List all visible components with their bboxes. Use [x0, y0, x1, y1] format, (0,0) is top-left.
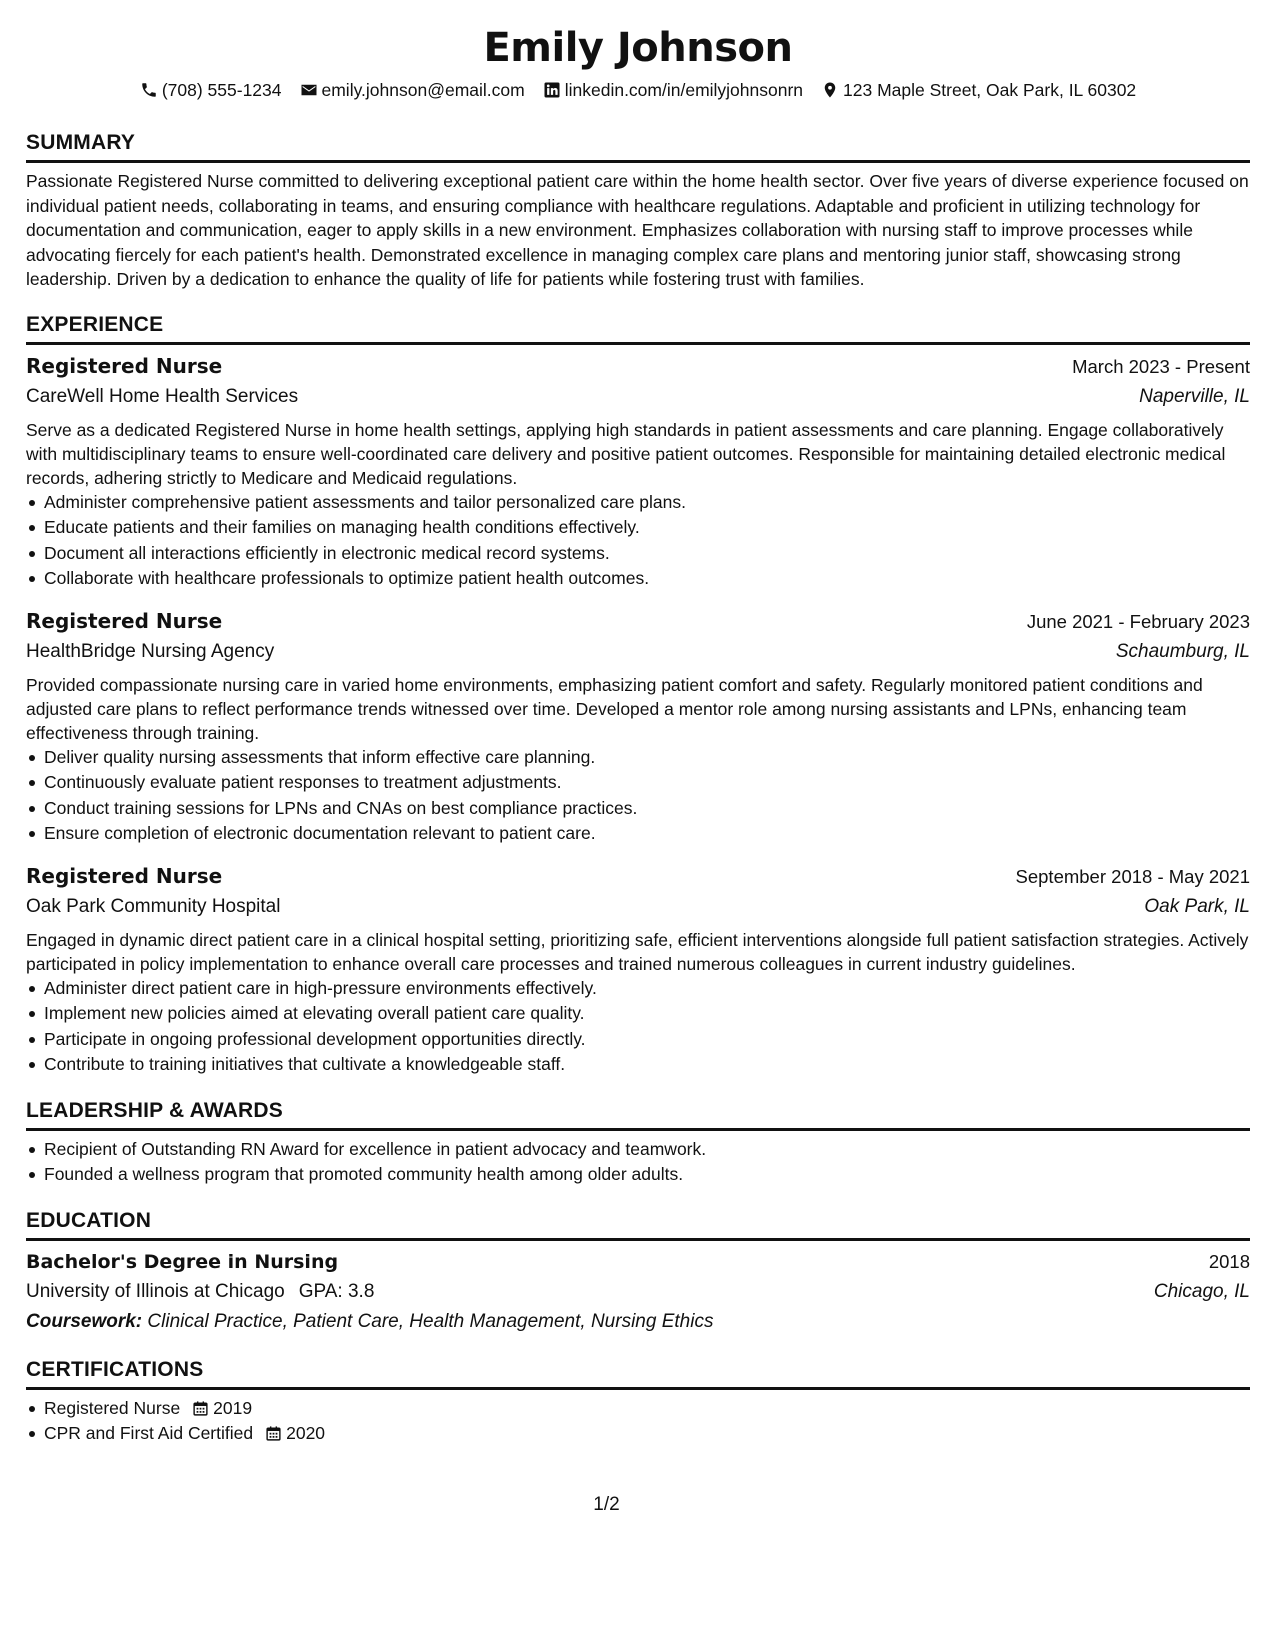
gpa: GPA: 3.8 — [298, 1280, 375, 1302]
job-location: Schaumburg, IL — [1115, 640, 1250, 662]
list-item: Founded a wellness program that promoted community health among older adults. — [26, 1162, 1250, 1188]
list-item: Educate patients and their families on managing health conditions effectively. — [26, 515, 1250, 541]
school-line — [26, 1277, 374, 1307]
list-item: Continuously evaluate patient responses to treatment adjustments. — [26, 770, 1250, 796]
resume-page — [26, 22, 1250, 1447]
experience-item — [26, 606, 1250, 847]
job-title: Registered Nurse — [26, 608, 223, 633]
linkedin-text: linkedin.com/in/emilyjohnsonrn — [564, 80, 804, 100]
job-title: Registered Nurse — [26, 863, 223, 888]
experience-section — [26, 312, 1250, 1078]
section-title-certifications: CERTIFICATIONS — [26, 1357, 1250, 1390]
contact-info — [26, 78, 1250, 102]
job-description: Provided compassionate nursing care in varied home environments, emphasizing patient comfort and safety. Regularly monitored patient conditions and adjusted care plans to reflect performance trends witnessed over time. Developed a mentor role among nursing assistants and LPNs, enhancing team effectiveness through training. — [26, 674, 1203, 743]
job-bullets — [26, 976, 1250, 1078]
list-item: Participate in ongoing professional development opportunities directly. — [26, 1027, 1250, 1053]
phone-text: (708) 555-1234 — [161, 80, 282, 100]
job-bullets — [26, 745, 1250, 847]
list-item: Ensure completion of electronic documentation relevant to patient care. — [26, 821, 1250, 847]
list-item: Contribute to training initiatives that cultivate a knowledgeable staff. — [26, 1052, 1250, 1078]
company-name: Oak Park Community Hospital — [26, 895, 281, 917]
list-item: Implement new policies aimed at elevating overall patient care quality. — [26, 1001, 1250, 1027]
certification-year: 2020 — [286, 1423, 326, 1443]
contact-phone[interactable] — [140, 78, 282, 102]
list-item: Administer direct patient care in high-pressure environments effectively. — [26, 976, 1250, 1002]
experience-item — [26, 351, 1250, 592]
job-bullets — [26, 490, 1250, 592]
section-title-experience: EXPERIENCE — [26, 312, 1250, 345]
certification-name: CPR and First Aid Certified — [44, 1423, 254, 1443]
page-number: 1/2 — [593, 1494, 620, 1515]
candidate-name: Emily Johnson — [483, 25, 793, 71]
list-item — [26, 1421, 1250, 1447]
job-dates: June 2021 - February 2023 — [1026, 610, 1250, 632]
calendar-icon — [180, 1400, 213, 1417]
list-item: Conduct training sessions for LPNs and CNAs on best compliance practices. — [26, 796, 1250, 822]
email-text: emily.johnson@email.com — [321, 80, 525, 100]
contact-email[interactable] — [300, 78, 525, 102]
certification-list — [26, 1396, 1250, 1447]
certification-year: 2019 — [213, 1397, 253, 1418]
job-description: Serve as a dedicated Registered Nurse in home health settings, applying high standards in patient assessments and care planning. Engage collaboratively with multidisciplinary teams to ensure well-coordinated care delivery and positive patient outcomes. Responsible for maintaining detailed electronic medical records, adhering strictly to Medicare and Medicaid regulations. — [26, 419, 1226, 488]
list-item: Recipient of Outstanding RN Award for excellence in patient advocacy and teamwork. — [26, 1137, 1250, 1163]
school-location: Chicago, IL — [1153, 1280, 1250, 1302]
job-dates: September 2018 - May 2021 — [1015, 865, 1250, 887]
phone-icon — [140, 81, 158, 99]
company-name: CareWell Home Health Services — [26, 385, 299, 407]
envelope-icon — [300, 81, 318, 99]
contact-address — [821, 78, 1136, 102]
certifications-section — [26, 1357, 1250, 1447]
graduation-year: 2018 — [1208, 1250, 1250, 1272]
list-item: Collaborate with healthcare professionals to optimize patient health outcomes. — [26, 566, 1250, 592]
coursework — [26, 1307, 1250, 1337]
coursework-label: Coursework: — [26, 1310, 143, 1332]
degree-name: Bachelor's Degree in Nursing — [26, 1250, 339, 1273]
experience-item — [26, 861, 1250, 1078]
coursework-list: Clinical Practice, Patient Care, Health Management, Nursing Ethics — [147, 1310, 714, 1332]
calendar-icon — [253, 1425, 286, 1442]
school-name: University of Illinois at Chicago — [26, 1280, 285, 1302]
education-section — [26, 1208, 1250, 1337]
summary-section — [26, 130, 1250, 292]
section-title-summary: SUMMARY — [26, 130, 1250, 163]
job-location: Naperville, IL — [1139, 385, 1250, 407]
summary-text: Passionate Registered Nurse committed to delivering exceptional patient care within the home health sector. Over five years of diverse experience focused on individual patient needs, collaborating in teams, and ensuring compliance with healthcare regulations. Adaptable and proficient in utilizing technology for documentation and communication, eager to apply skills in a new environment. Emphasizes collaboration with nursing staff to improve processes while advocating fiercely for each patient's health. Demonstrated excellence in managing complex care plans and mentoring junior staff, showcasing strong leadership. Driven by a dedication to enhance the quality of life for patients while fostering trust with families. — [26, 171, 1249, 289]
certification-name: Registered Nurse — [44, 1397, 181, 1418]
section-title-leadership: LEADERSHIP & AWARDS — [26, 1098, 1250, 1131]
list-item: Administer comprehensive patient assessments and tailor personalized care plans. — [26, 490, 1250, 516]
leadership-section — [26, 1098, 1250, 1188]
list-item: Document all interactions efficiently in electronic medical record systems. — [26, 541, 1250, 567]
list-item — [26, 1396, 1250, 1422]
leadership-bullets — [26, 1137, 1250, 1188]
job-dates: March 2023 - Present — [1072, 355, 1250, 377]
job-description: Engaged in dynamic direct patient care in a clinical hospital setting, prioritizing safe, efficient interventions alongside full patient satisfaction strategies. Actively participated in policy implementation to enhance overall care processes and trained numerous colleagues in current industry guidelines. — [26, 929, 1249, 974]
map-pin-icon — [821, 81, 839, 99]
section-title-education: EDUCATION — [26, 1208, 1250, 1241]
job-title: Registered Nurse — [26, 353, 223, 378]
linkedin-icon — [543, 81, 561, 99]
address-text: 123 Maple Street, Oak Park, IL 60302 — [843, 80, 1137, 100]
list-item: Deliver quality nursing assessments that inform effective care planning. — [26, 745, 1250, 771]
job-location: Oak Park, IL — [1144, 895, 1250, 917]
company-name: HealthBridge Nursing Agency — [26, 640, 275, 662]
contact-linkedin[interactable] — [543, 78, 803, 102]
